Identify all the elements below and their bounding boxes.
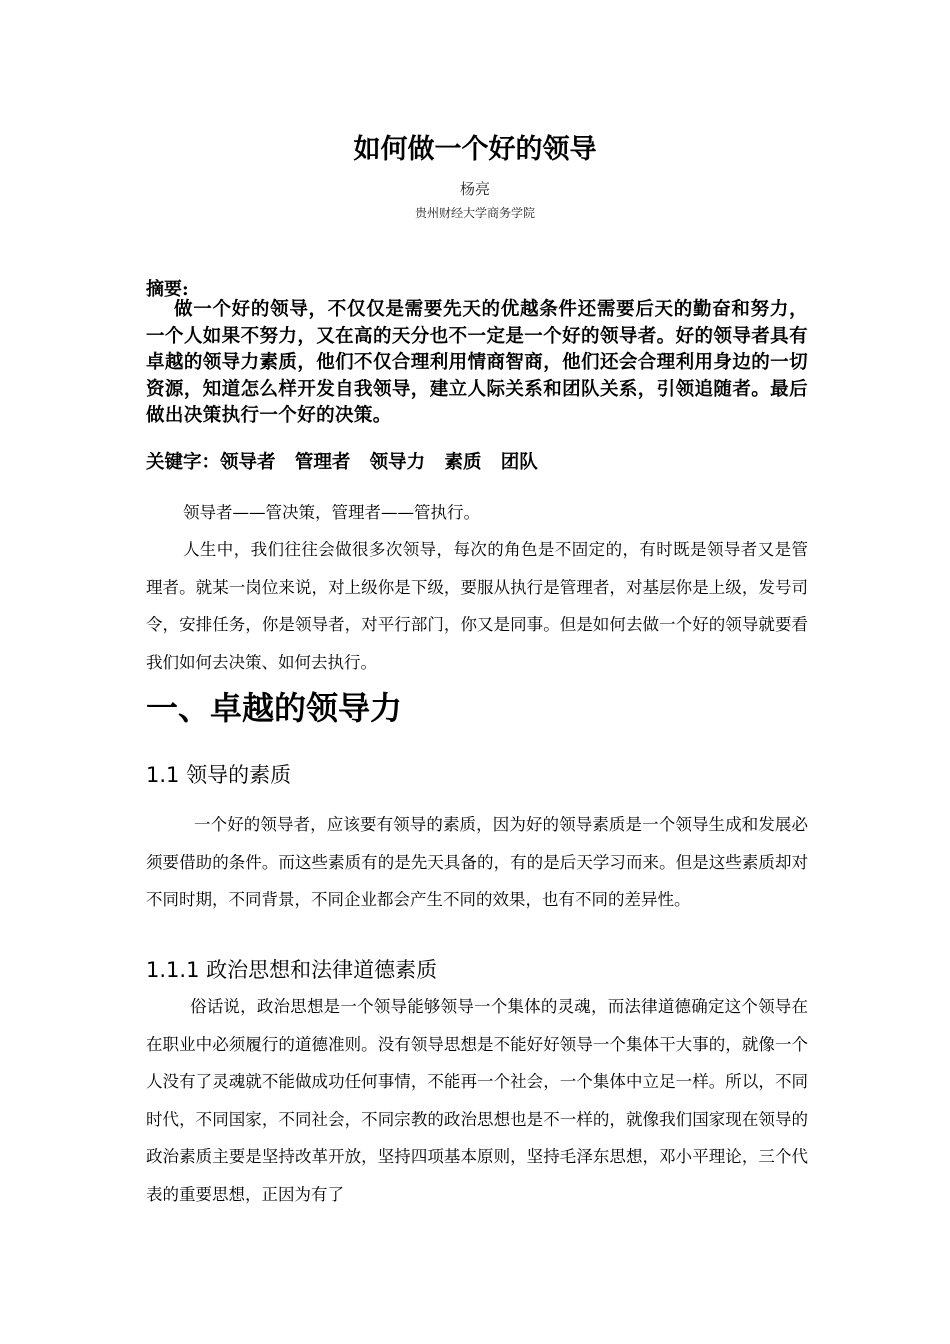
abstract-text: 做一个好的领导，不仅仅是需要先天的优越条件还需要后天的勤奋和努力，一个人如果不努力，又在高的天分也不一定是一个好的领导者。好的领导者具有卓越的领导力素质，他们不仅合理利用情商智商，他们还会合理利用身边的一切资源，知道怎么样开发自我领导，建立人际关系和团队关系，引领追随者。最后做出决策执行一个好的决策。 bbox=[146, 299, 808, 426]
author-name: 杨亮 bbox=[459, 180, 490, 198]
subsection-paragraph: 一个好的领导者，应该要有领导的素质，因为好的领导素质是一个领导生成和发展必须要借助的条件。而这些素质有的是先天具备的，有的是后天学习而来。但是这些素质却对不同时期，不同背景，不同企业都会产生不同的效果，也有不同的差异性。 bbox=[146, 815, 808, 909]
section-heading: 一、卓越的领导力 bbox=[146, 689, 403, 727]
intro-paragraph-1: 领导者——管决策，管理者——管执行。 bbox=[183, 503, 480, 522]
intro-paragraph-2: 人生中，我们往往会做很多次领导，每次的角色是不固定的，有时既是领导者又是管理者。就某一岗位来说，对上级你是下级，要服从执行是管理者，对基层你是上级，发号司令，安排任务，你是领导者，对平行部门，你又是同事。但是如何去做一个好的领导就要看我们如何去决策、如何去执行。 bbox=[146, 540, 808, 672]
author-affiliation: 贵州财经大学商务学院 bbox=[414, 206, 535, 220]
abstract-label: 摘要: bbox=[146, 279, 189, 300]
paper-title: 如何做一个好的领导 bbox=[353, 134, 597, 165]
subsubsection-paragraph: 俗话说，政治思想是一个领导能够领导一个集体的灵魂，而法律道德确定这个领导在在职业中必须履行的道德准则。没有领导思想是不能好好领导一个集体干大事的，就像一个人没有了灵魂就不能做成功任何事情，不能再一个社会，一个集体中立足一样。所以，不同时代，不同国家，不同社会，不同宗教的政治思想也是不一样的，就像我们国家现在领导的政治素质主要是坚持改革开放，坚持四项基本原则，坚持毛泽东思想，邓小平理论，三个代表的重要思想，正因为有了 bbox=[146, 997, 808, 1204]
subsection-heading: 1.1 领导的素质 bbox=[146, 763, 292, 787]
subsubsection-heading: 1.1.1 政治思想和法律道德素质 bbox=[146, 958, 438, 982]
keywords-line: 关键字：领导者 管理者 领导力 素质 团队 bbox=[146, 452, 538, 473]
